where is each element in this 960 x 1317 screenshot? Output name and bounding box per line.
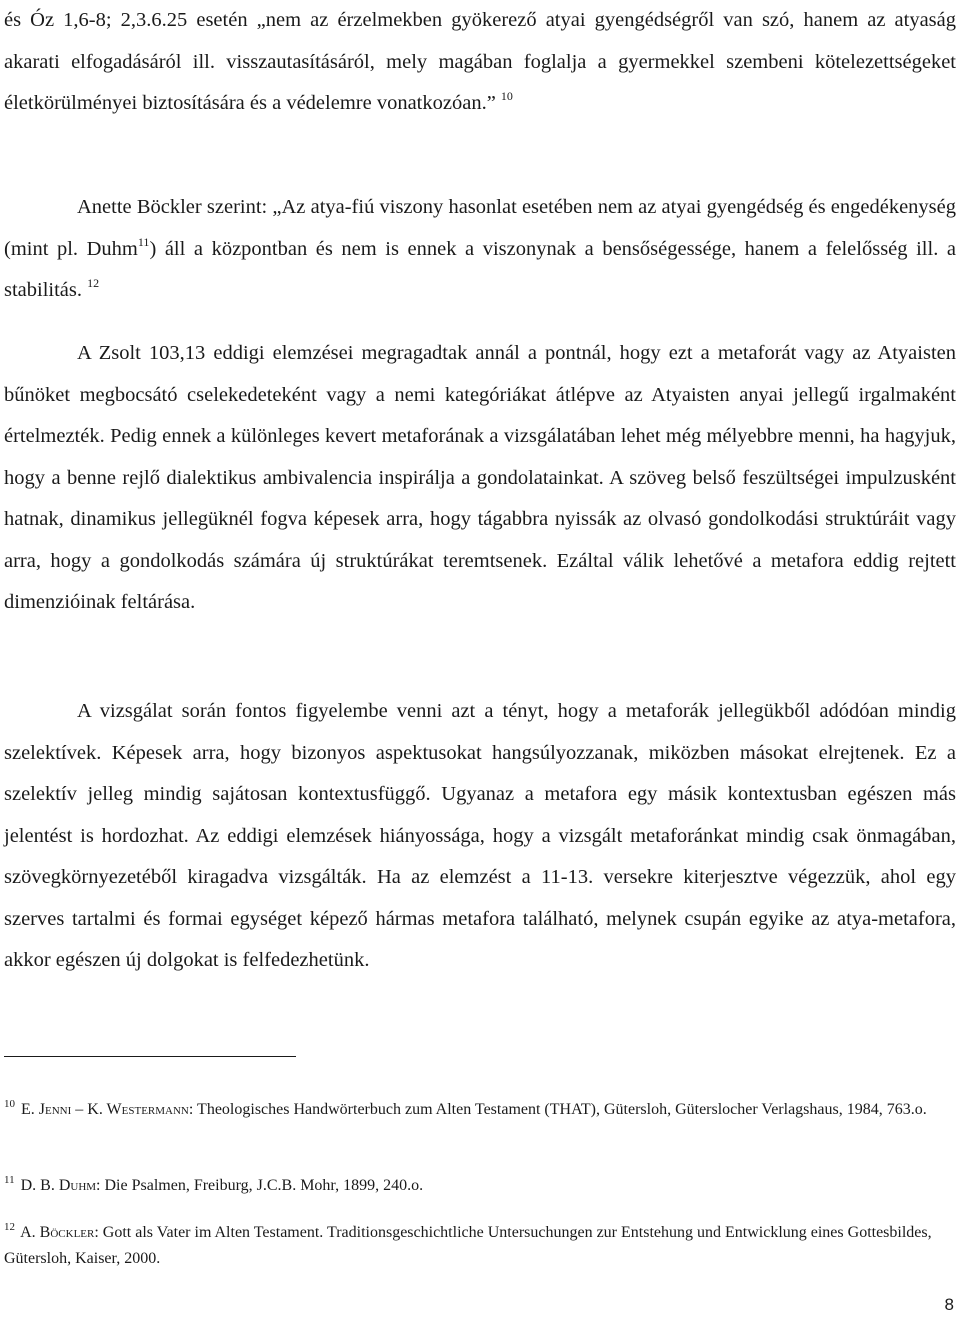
footnote-author-initials: D. B. D (20, 1177, 71, 1194)
footnote-ref-10[interactable]: 10 (500, 89, 513, 103)
paragraph-2-text-a: Anette Böckler szerint: „Az atya-fiú viszony hasonlat esetében nem az atyai gyengédség és engedékenység (mint pl. Duhm (4, 196, 956, 260)
footnote-author-initials: E. J (21, 1101, 45, 1118)
footnote-11 (4, 1173, 944, 1199)
footnote-ref-12[interactable]: 12 (87, 276, 100, 290)
paragraph-1 (4, 0, 956, 125)
footnote-citation: : Theologisches Handwörterbuch zum Alten Testament (THAT), Gütersloh, Güterslocher Verlagshaus, 1984, 763.o. (188, 1101, 927, 1118)
paragraph-1-text: és Óz 1,6-8; 2,3.6.25 esetén „nem az érzelmekben gyökerező atyai gyengédségről van szó, hanem az atyaság akarati elfogadásáról ill. visszautasításáról, mely magában foglalja a gyermekkel szembeni kötelezettségeket életkörülményei biztosítására és a védelemre vonatkozóan.” (4, 9, 956, 114)
footnote-author-initials: A. B (20, 1224, 51, 1241)
paragraph-2 (4, 187, 956, 312)
footnote-12 (4, 1220, 944, 1272)
footnote-10 (4, 1097, 944, 1123)
page-number: 8 (944, 1295, 954, 1314)
footnote-number: 10 (4, 1098, 15, 1110)
paragraph-4: A vizsgálat során fontos figyelembe venni azt a tényt, hogy a metaforák jellegükből adódóan mindig szelektívek. Képesek arra, hogy bizonyos aspektusokat hangsúlyozzanak, miközben másokat elrejtenek. Ez a szelektív jelleg mindig sajátosan kontextusfüggő. Ugyanaz a metafora egy másik kontextusban egészen más jelentést is hordozhat. Az eddigi elemzések hiányossága, hogy a vizsgált metaforánkat mindig csak önmagában, szövegkörnyezetéből kiragadva vizsgálták. Ha az elemzést a 11-13. versekre kiterjesztve végezzük, ahol egy szerves tartalmi és formai egységet képező hármas metafora található, melynek csupán egyike az atya-metafora, akkor egészen új dolgokat is felfedezhetünk. (4, 700, 956, 971)
footnote-author-smallcaps: uhm (70, 1177, 97, 1194)
footnote-citation: : Gott als Vater im Alten Testament. Traditionsgeschichtliche Untersuchungen zur Entstehung und Entwicklung eines Gottesbildes, Gütersloh, Kaiser, 2000. (4, 1224, 932, 1267)
footnote-author-smallcaps: enni (45, 1101, 72, 1118)
footnote-author-separator: – K. W (71, 1101, 122, 1118)
footnote-author2-smallcaps: estermann (121, 1101, 189, 1118)
footnote-ref-11[interactable]: 11 (137, 234, 150, 249)
footnote-citation: : Die Psalmen, Freiburg, J.C.B. Mohr, 1899, 240.o. (96, 1177, 424, 1194)
footnote-author-smallcaps: öckler (50, 1224, 95, 1241)
footnote-number: 12 (4, 1221, 15, 1233)
paragraph-3: A Zsolt 103,13 eddigi elemzései megragadtak annál a pontnál, hogy ezt a metaforát vagy az Atyaisten bűnöket megbocsátó cselekedeteként vagy a nemi kategóriákat átlépve az Atyaisten anyai jellegű irgalmaként értelmezték. Pedig ennek a különleges kevert metaforának a vizsgálatában lehet még mélyebbre menni, ha hagyjuk, hogy a benne rejlő dialektikus ambivalencia inspirálja a gondolatainkat. A szöveg belső feszültségei impulzusként hatnak, dinamikus jellegüknél fogva képesek arra, hogy tágabbra nyissák az olvasó gondolkodási struktúráit vagy arra, hogy a gondolkodás számára új struktúrákat teremtsenek. Ezáltal válik lehetővé a metafora eddig rejtett dimenzióinak feltárása. (4, 342, 956, 613)
paragraph-2-text-b: ) áll a központban és nem is ennek a viszonynak a bensőségessége, hanem a felelősség ill. a stabilitás. (4, 237, 956, 301)
footnote-separator (4, 1056, 296, 1057)
footnote-number: 11 (4, 1174, 15, 1186)
